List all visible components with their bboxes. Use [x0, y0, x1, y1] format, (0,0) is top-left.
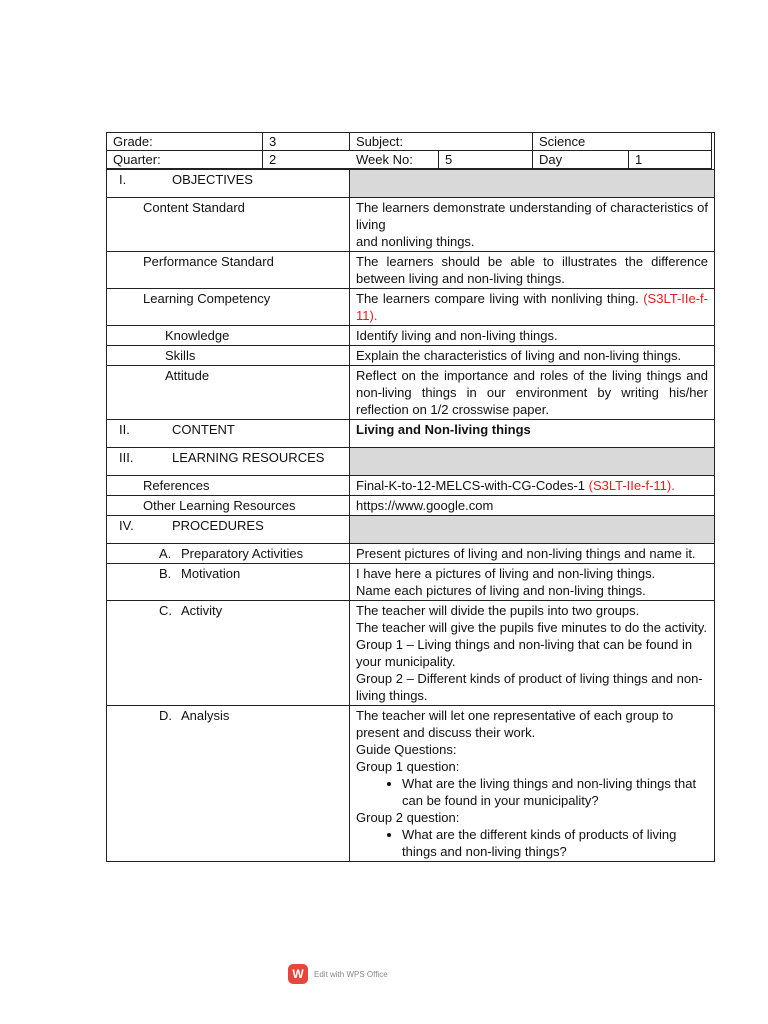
wps-footer[interactable] [288, 964, 388, 984]
grade-value: 3 [263, 133, 350, 151]
objectives-heading: I. OBJECTIVES [107, 170, 350, 198]
other-resources-label: Other Learning Resources [107, 496, 350, 516]
performance-standard-label: Performance Standard [107, 252, 350, 289]
day-label: Day [533, 151, 629, 169]
subject-label: Subject: [350, 133, 533, 151]
content-heading: II. CONTENT [107, 420, 350, 448]
grade-label: Grade: [107, 133, 263, 151]
wps-footer-text: Edit with WPS Office [314, 969, 388, 979]
question-group-1: • What are the living things and non-living things that can be found in your municipality? [402, 775, 708, 809]
content-standard-label: Content Standard [107, 198, 350, 252]
week-value: 5 [439, 151, 533, 169]
learning-competency-text: The learners compare living with nonliving thing. (S3LT-IIe-f-11). [350, 289, 715, 326]
lesson-table [106, 169, 715, 862]
analysis-text: The teacher will let one representative of each group to present and discuss their work. Guide Questions: Group 1 question: • What are the living things and non-living things that can be found in your municipality? Group 2 question: • What are the different kinds of products of living things and non-living things? [350, 706, 715, 862]
preparatory-label: A. Preparatory Activities [107, 544, 350, 564]
quarter-label: Quarter: [107, 151, 263, 169]
skills-label: Skills [107, 346, 350, 366]
motivation-label: B. Motivation [107, 564, 350, 601]
knowledge-label: Knowledge [107, 326, 350, 346]
activity-label: C. Activity [107, 601, 350, 706]
attitude-label: Attitude [107, 366, 350, 420]
day-value: 1 [629, 151, 712, 169]
wps-logo-icon: W [288, 964, 308, 984]
analysis-label: D. Analysis [107, 706, 350, 862]
week-label: Week No: [350, 151, 439, 169]
header-grid [106, 132, 715, 169]
other-resources-link[interactable]: https://www.google.com [350, 496, 715, 516]
skills-text: Explain the characteristics of living and non-living things. [350, 346, 715, 366]
competency-code: (S3LT-IIe-f-11). [356, 291, 708, 323]
performance-standard-text: The learners should be able to illustrates the difference between living and non-living things. [350, 252, 715, 289]
motivation-text: I have here a pictures of living and non-living things. Name each pictures of living and non-living things. [350, 564, 715, 601]
resources-heading: III. LEARNING RESOURCES [107, 448, 350, 476]
references-code: (S3LT-IIe-f-11). [588, 478, 675, 493]
quarter-value: 2 [263, 151, 350, 169]
preparatory-text: Present pictures of living and non-living things and name it. [350, 544, 715, 564]
subject-value: Science [533, 133, 712, 151]
attitude-text: Reflect on the importance and roles of the living things and non-living things in our environment by writing his/her reflection on 1/2 crosswise paper. [350, 366, 715, 420]
content-text: Living and Non-living things [350, 420, 715, 448]
references-label: References [107, 476, 350, 496]
question-group-2: • What are the different kinds of products of living things and non-living things? [402, 826, 708, 860]
content-standard-text: The learners demonstrate understanding of characteristics of living and nonliving things. [350, 198, 715, 252]
references-text: Final-K-to-12-MELCS-with-CG-Codes-1 (S3LT-IIe-f-11). [350, 476, 715, 496]
knowledge-text: Identify living and non-living things. [350, 326, 715, 346]
learning-competency-label: Learning Competency [107, 289, 350, 326]
activity-text: The teacher will divide the pupils into two groups. The teacher will give the pupils five minutes to do the activity. Group 1 – Living things and non-living that can be found in your municipality. Group 2 – Different kinds of product of living things and non-living things. [350, 601, 715, 706]
lesson-plan [106, 132, 715, 862]
procedures-heading: IV. PROCEDURES [107, 516, 350, 544]
